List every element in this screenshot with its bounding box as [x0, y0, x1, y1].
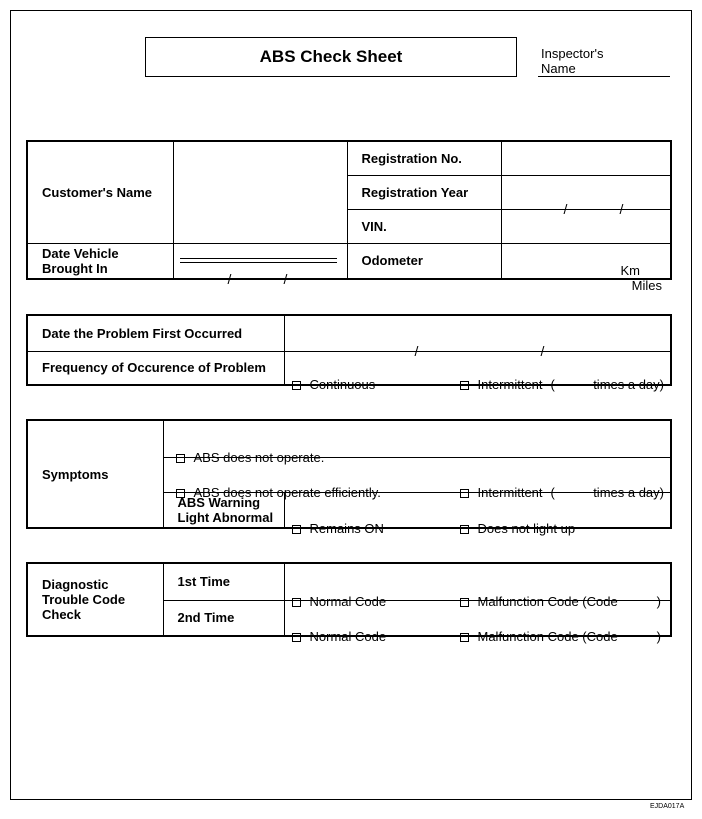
symptoms-table: Symptoms ABS does not operate. ABS does not operate efficiently. Intermittent ( times a day) ABS Warning Light Abnormal Remains ON Does not light up	[26, 419, 672, 529]
inspector-name-line[interactable]	[538, 76, 670, 77]
registration-no-field[interactable]	[501, 141, 671, 175]
vin-label: VIN.	[347, 209, 501, 243]
intermittent-option[interactable]: Intermittent	[460, 377, 543, 392]
date-first-label: Date the Problem First Occurred	[27, 315, 284, 351]
registration-year-field[interactable]: / /	[501, 175, 671, 209]
registration-year-label: Registration Year	[347, 175, 501, 209]
dtc-table: Diagnostic Trouble Code Check 1st Time Normal Code Malfunction Code (Code ) 2nd Time Normal Code Malfunction Code (Code )	[26, 562, 672, 637]
date-brought-label: Date Vehicle Brought In	[27, 243, 173, 279]
problem-table	[26, 314, 672, 392]
checkbox-icon[interactable]	[460, 598, 469, 607]
second-malfunction-option[interactable]: Malfunction Code (Code	[460, 629, 618, 644]
not-operate-option[interactable]: ABS does not operate.	[176, 450, 325, 465]
frequency-label: Frequency of Occurence of Problem	[27, 351, 284, 385]
first-malfunction-option[interactable]: Malfunction Code (Code	[460, 594, 618, 609]
checkbox-icon[interactable]	[460, 489, 469, 498]
vin-field[interactable]	[501, 209, 671, 243]
checkbox-icon[interactable]	[460, 381, 469, 390]
checkbox-icon[interactable]	[292, 525, 301, 534]
checkbox-icon[interactable]	[292, 381, 301, 390]
registration-no-label: Registration No.	[347, 141, 501, 175]
date-first-field[interactable]: / /	[284, 315, 671, 351]
checkbox-icon[interactable]	[460, 525, 469, 534]
second-normal-option[interactable]: Normal Code	[292, 629, 387, 644]
check-sheet-border	[10, 10, 692, 800]
reference-code: EJDA017A	[650, 803, 685, 810]
frequency-options: Continuous Intermittent ( times a day)	[284, 351, 671, 385]
second-time-label: 2nd Time	[163, 600, 284, 636]
first-normal-option[interactable]: Normal Code	[292, 594, 387, 609]
vehicle-info-table	[26, 140, 672, 293]
customer-name-label: Customer's Name	[27, 141, 173, 243]
remains-on-option[interactable]: Remains ON	[292, 521, 384, 536]
not-light-up-option[interactable]: Does not light up	[460, 521, 576, 536]
inspector-name-label: Inspector's Name	[541, 46, 604, 76]
intermittent-symptom-option[interactable]: Intermittent	[460, 485, 543, 500]
checkbox-icon[interactable]	[460, 633, 469, 642]
checkbox-icon[interactable]	[176, 489, 185, 498]
symptoms-label: Symptoms	[27, 420, 163, 528]
warning-light-label: ABS Warning Light Abnormal	[163, 492, 284, 528]
customer-name-field[interactable]	[173, 141, 347, 243]
dtc-label: Diagnostic Trouble Code Check	[27, 563, 163, 636]
checkbox-icon[interactable]	[176, 454, 185, 463]
continuous-option[interactable]: Continuous	[292, 377, 376, 392]
first-time-label: 1st Time	[163, 563, 284, 600]
odometer-field[interactable]: Km Miles	[501, 243, 671, 279]
not-efficient-option[interactable]: ABS does not operate efficiently.	[176, 485, 381, 500]
sheet-title: ABS Check Sheet	[145, 37, 517, 77]
checkbox-icon[interactable]	[292, 598, 301, 607]
date-brought-field[interactable]: / /	[173, 243, 347, 279]
odometer-label: Odometer	[347, 243, 501, 279]
checkbox-icon[interactable]	[292, 633, 301, 642]
